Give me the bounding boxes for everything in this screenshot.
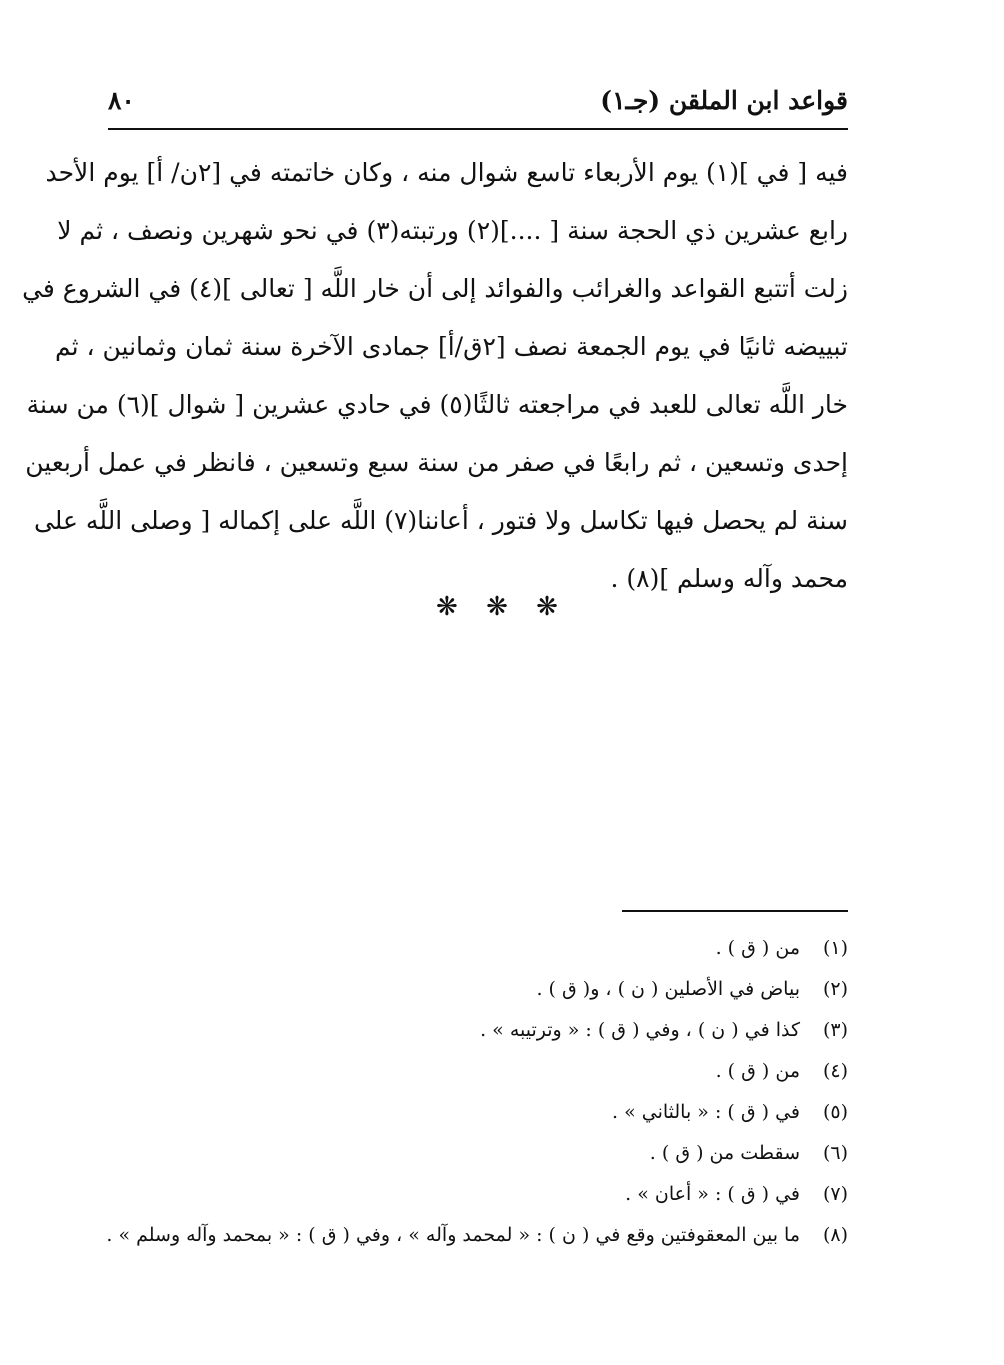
footnote-number: (٤) (822, 1060, 848, 1082)
footnote-number: (٥) (822, 1101, 848, 1123)
footnotes (108, 930, 848, 1258)
text-line-1: فيه [ في ](١) يوم الأربعاء تاسع شوال منه ، وكان خاتمته في [٢ن/ أ] يوم الأحد (45, 158, 848, 187)
footnote-5 (108, 1094, 848, 1135)
footnote-number: (١) (822, 937, 848, 959)
footnote-text: في ( ق ) : « أعان » . (625, 1183, 800, 1205)
footnote-separator (622, 910, 848, 912)
footnote-6 (108, 1135, 848, 1176)
footnote-number: (٢) (822, 978, 848, 1000)
main-text (22, 150, 848, 614)
footnote-number: (٣) (822, 1019, 848, 1041)
footnote-2 (108, 971, 848, 1012)
text-line-4: تبييضه ثانيًا في يوم الجمعة نصف [٢ق/أ] جمادى الآخرة سنة ثمان وثمانين ، ثم (54, 332, 848, 361)
footnote-text: بياض في الأصلين ( ن ) ، و( ق ) . (536, 978, 800, 1000)
text-line-8: محمد وآله وسلم ](٨) . (610, 564, 848, 593)
section-divider-ornament: ❋ ❋ ❋ (436, 592, 568, 622)
footnote-text: ما بين المعقوفتين وقع في ( ن ) : « لمحمد وآله » ، وفي ( ق ) : « بمحمد وآله وسلم » . (106, 1224, 800, 1246)
footnote-8 (108, 1217, 848, 1258)
footnote-number: (٨) (822, 1224, 848, 1246)
text-line-3: زلت أتتبع القواعد والغرائب والفوائد إلى أن خار اللَّه [ تعالى ](٤) في الشروع في (22, 274, 848, 303)
footnote-number: (٧) (822, 1183, 848, 1205)
text-line-2: رابع عشرين ذي الحجة سنة [ ....](٢) ورتبته(٣) في نحو شهرين ونصف ، ثم لا (57, 216, 848, 245)
footnote-text: سقطت من ( ق ) . (649, 1142, 800, 1164)
header-rule (108, 128, 848, 130)
text-line-6: إحدى وتسعين ، ثم رابعًا في صفر من سنة سبع وتسعين ، فانظر في عمل أربعين (25, 448, 848, 477)
running-title: قواعد ابن الملقن (جـ١) (600, 86, 848, 115)
footnote-text: كذا في ( ن ) ، وفي ( ق ) : « وترتيبه » . (480, 1019, 800, 1041)
footnote-text: في ( ق ) : « بالثاني » . (611, 1101, 800, 1123)
footnote-text: من ( ق ) . (715, 937, 800, 959)
footnote-text: من ( ق ) . (715, 1060, 800, 1082)
footnote-number: (٦) (822, 1142, 848, 1164)
footnote-3 (108, 1012, 848, 1053)
page-number: ٨٠ (108, 86, 135, 115)
footnote-4 (108, 1053, 848, 1094)
text-line-7: سنة لم يحصل فيها تكاسل ولا فتور ، أعاننا(٧) اللَّه على إكماله [ وصلى اللَّه على (33, 506, 848, 535)
footnote-7 (108, 1176, 848, 1217)
footnote-1 (108, 930, 848, 971)
page-header (108, 84, 848, 128)
text-line-5: خار اللَّه تعالى للعبد في مراجعته ثالثًا(٥) في حادي عشرين [ شوال ](٦) من سنة (26, 390, 848, 419)
